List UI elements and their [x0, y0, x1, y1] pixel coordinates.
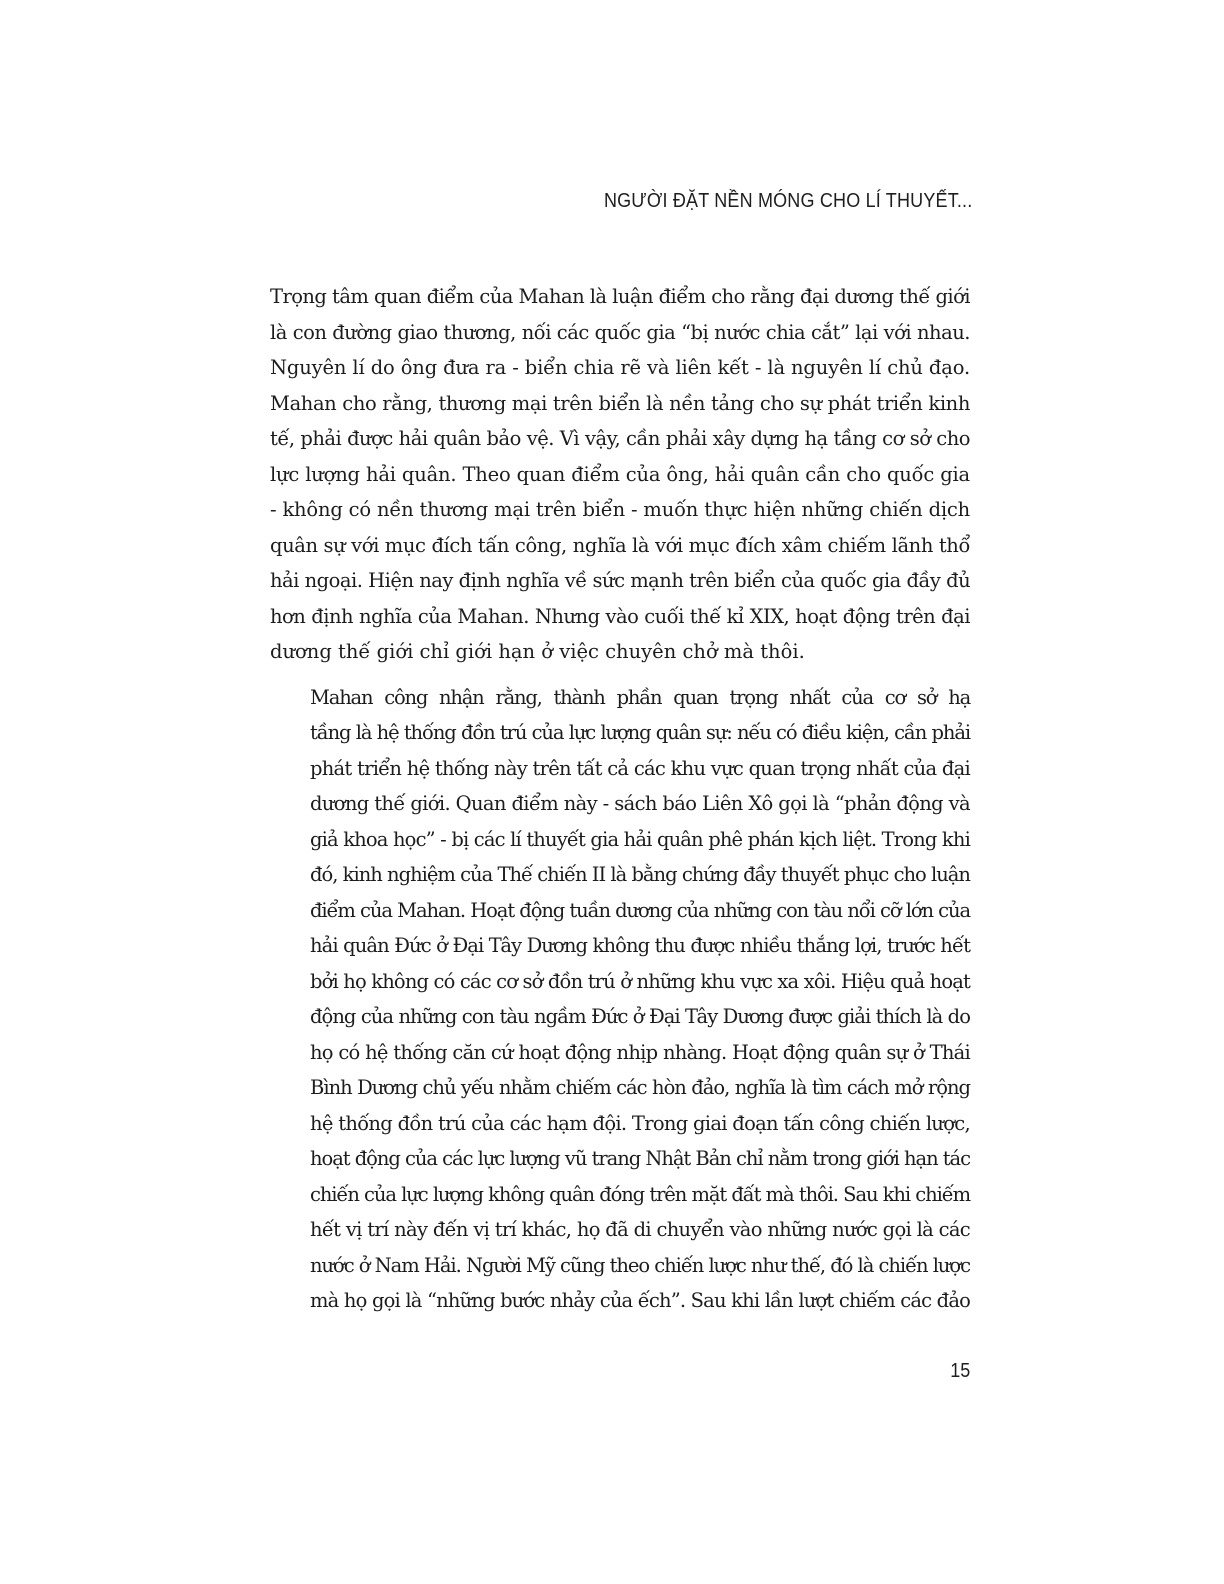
text-line: giả khoa học” - bị các lí thuyết gia hải quân phê phán kịch liệt. Trong khi: [310, 827, 970, 851]
paragraph-1: [270, 279, 970, 670]
text-line: hải quân Đức ở Đại Tây Dương không thu được nhiều thắng lợi, trước hết: [310, 934, 970, 957]
text-line: tế, phải được hải quân bảo vệ. Vì vậy, cần phải xây dựng hạ tầng cơ sở cho: [270, 427, 970, 450]
text-line: tầng là hệ thống đồn trú của lực lượng quân sự: nếu có điều kiện, cần phải: [310, 721, 970, 744]
text-line: Bình Dương chủ yếu nhằm chiếm các hòn đảo, nghĩa là tìm cách mở rộng: [310, 1076, 970, 1099]
text-line: lực lượng hải quân. Theo quan điểm của ông, hải quân cần cho quốc gia: [270, 462, 970, 486]
text-line: họ có hệ thống căn cứ hoạt động nhịp nhàng. Hoạt động quân sự ở Thái: [310, 1040, 970, 1064]
text-line: phát triển hệ thống này trên tất cả các khu vực quan trọng nhất của đại: [310, 756, 970, 780]
text-line: Mahan cho rằng, thương mại trên biển là nền tảng cho sự phát triển kinh: [270, 391, 970, 415]
text-line: nước ở Nam Hải. Người Mỹ cũng theo chiến lược như thế, đó là chiến lược: [310, 1253, 970, 1277]
text-line: hoạt động của các lực lượng vũ trang Nhật Bản chỉ nằm trong giới hạn tác: [310, 1147, 970, 1170]
text-line: hơn định nghĩa của Mahan. Nhưng vào cuối thế kỉ XIX, hoạt động trên đại: [270, 604, 970, 628]
text-line: hết vị trí này đến vị trí khác, họ đã di chuyển vào những nước gọi là các: [310, 1218, 970, 1241]
text-line: đó, kinh nghiệm của Thế chiến II là bằng chứng đầy thuyết phục cho luận: [310, 863, 970, 886]
text-line: là con đường giao thương, nối các quốc gia “bị nước chia cắt” lại với nhau.: [270, 320, 970, 344]
text-line: hệ thống đồn trú của các hạm đội. Trong giai đoạn tấn công chiến lược,: [310, 1111, 970, 1135]
text-line: mà họ gọi là “những bước nhảy của ếch”. Sau khi lần lượt chiếm các đảo: [310, 1289, 970, 1312]
text-line: điểm của Mahan. Hoạt động tuần dương của những con tàu nổi cỡ lớn của: [310, 898, 970, 922]
text-line: chiến của lực lượng không quân đóng trên mặt đất mà thôi. Sau khi chiếm: [310, 1182, 970, 1206]
page-number: 15: [949, 1360, 970, 1382]
text-line: Trọng tâm quan điểm của Mahan là luận điểm cho rằng đại dương thế giới: [270, 285, 970, 308]
text-line: quân sự với mục đích tấn công, nghĩa là với mục đích xâm chiếm lãnh thổ: [270, 533, 970, 557]
running-head: NGƯỜI ĐẶT NỀN MÓNG CHO LÍ THUYẾT...: [603, 190, 972, 212]
paragraph-2: [270, 680, 970, 1319]
text-line: Nguyên lí do ông đưa ra - biển chia rẽ và liên kết - là nguyên lí chủ đạo.: [270, 356, 970, 379]
text-line: - không có nền thương mại trên biển - muốn thực hiện những chiến dịch: [270, 498, 970, 521]
text-line: dương thế giới chỉ giới hạn ở việc chuyên chở mà thôi.: [270, 640, 805, 663]
text-line: động của những con tàu ngầm Đức ở Đại Tây Dương được giải thích là do: [310, 1005, 970, 1028]
text-line: Mahan công nhận rằng, thành phần quan trọng nhất của cơ sở hạ: [310, 685, 970, 709]
text-line: dương thế giới. Quan điểm này - sách báo Liên Xô gọi là “phản động và: [310, 792, 970, 815]
body-text: [270, 279, 970, 1319]
text-line: bởi họ không có các cơ sở đồn trú ở những khu vực xa xôi. Hiệu quả hoạt: [310, 969, 970, 993]
text-line: hải ngoại. Hiện nay định nghĩa về sức mạnh trên biển của quốc gia đầy đủ: [270, 569, 971, 592]
